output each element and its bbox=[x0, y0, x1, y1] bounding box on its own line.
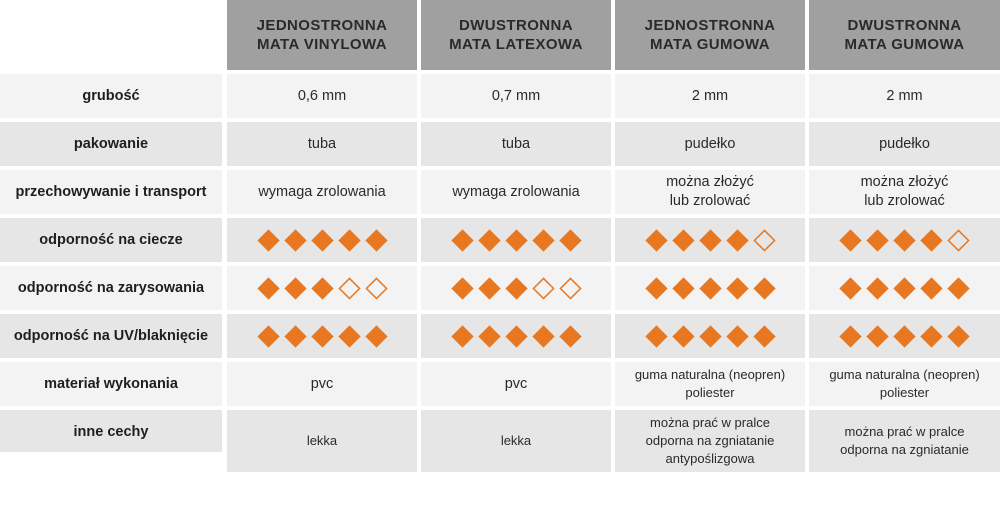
filled-diamond-icon bbox=[559, 229, 582, 252]
filled-diamond-icon bbox=[478, 229, 501, 252]
cell-storage bbox=[615, 170, 805, 214]
cell-text: lekka bbox=[306, 433, 338, 448]
filled-diamond-icon bbox=[505, 229, 528, 252]
filled-diamond-icon bbox=[451, 325, 474, 348]
filled-diamond-icon bbox=[893, 229, 916, 252]
empty-diamond-icon bbox=[947, 229, 970, 252]
filled-diamond-icon bbox=[532, 229, 555, 252]
cell-other bbox=[809, 410, 1000, 472]
filled-diamond-icon bbox=[451, 229, 474, 252]
filled-diamond-icon bbox=[311, 277, 334, 300]
column-header-line: JEDNOSTRONNA bbox=[256, 17, 388, 34]
filled-diamond-icon bbox=[672, 229, 695, 252]
rating-cell bbox=[809, 314, 1000, 358]
diamond-rating bbox=[839, 229, 970, 252]
column-header-line: MATA GUMOWA bbox=[650, 36, 770, 53]
diamond-rating bbox=[645, 325, 776, 348]
cell-text: lub zrolować bbox=[669, 193, 751, 209]
rating-cell bbox=[421, 314, 611, 358]
column-header-line: JEDNOSTRONNA bbox=[644, 17, 776, 34]
rating-cell bbox=[227, 314, 417, 358]
rating-cell bbox=[421, 218, 611, 262]
diamond-rating bbox=[839, 325, 970, 348]
cell-other bbox=[615, 410, 805, 472]
diamond-rating bbox=[257, 229, 388, 252]
diamond-rating bbox=[645, 229, 776, 252]
rating-cell bbox=[615, 266, 805, 310]
row-label-storage: przechowywanie i transport bbox=[0, 170, 222, 214]
filled-diamond-icon bbox=[726, 277, 749, 300]
cell-text: pvc bbox=[504, 375, 528, 392]
filled-diamond-icon bbox=[947, 325, 970, 348]
cell-storage bbox=[421, 170, 611, 214]
filled-diamond-icon bbox=[699, 325, 722, 348]
filled-diamond-icon bbox=[311, 325, 334, 348]
rating-cell bbox=[227, 266, 417, 310]
cell-thickness: 0,7 mm bbox=[421, 74, 611, 118]
cell-thickness: 0,6 mm bbox=[227, 74, 417, 118]
filled-diamond-icon bbox=[866, 229, 889, 252]
cell-text: lub zrolować bbox=[864, 193, 945, 209]
cell-thickness: 2 mm bbox=[809, 74, 1000, 118]
row-label-packaging: pakowanie bbox=[0, 122, 222, 166]
cell-text: poliester bbox=[685, 385, 735, 400]
cell-storage bbox=[227, 170, 417, 214]
cell-text: wymaga zrolowania bbox=[258, 183, 386, 200]
cell-other bbox=[227, 410, 417, 472]
filled-diamond-icon bbox=[645, 325, 668, 348]
filled-diamond-icon bbox=[451, 277, 474, 300]
cell-text: poliester bbox=[879, 385, 930, 400]
empty-diamond-icon bbox=[365, 277, 388, 300]
filled-diamond-icon bbox=[726, 229, 749, 252]
filled-diamond-icon bbox=[257, 325, 280, 348]
filled-diamond-icon bbox=[478, 325, 501, 348]
cell-other bbox=[421, 410, 611, 472]
empty-diamond-icon bbox=[338, 277, 361, 300]
empty-diamond-icon bbox=[559, 277, 582, 300]
column-header-line: DWUSTRONNA bbox=[459, 17, 573, 34]
cell-material bbox=[615, 362, 805, 406]
filled-diamond-icon bbox=[699, 229, 722, 252]
column-header-line: MATA GUMOWA bbox=[844, 36, 965, 53]
cell-material bbox=[421, 362, 611, 406]
filled-diamond-icon bbox=[893, 325, 916, 348]
cell-text: można prać w pralce bbox=[650, 415, 770, 430]
cell-text: można złożyć bbox=[666, 174, 754, 190]
filled-diamond-icon bbox=[478, 277, 501, 300]
diamond-rating bbox=[839, 277, 970, 300]
filled-diamond-icon bbox=[645, 229, 668, 252]
filled-diamond-icon bbox=[505, 277, 528, 300]
filled-diamond-icon bbox=[920, 325, 943, 348]
cell-packaging: pudełko bbox=[809, 122, 1000, 166]
filled-diamond-icon bbox=[311, 229, 334, 252]
column-header-rubber-double bbox=[809, 0, 1000, 70]
diamond-rating bbox=[257, 325, 388, 348]
cell-storage bbox=[809, 170, 1000, 214]
filled-diamond-icon bbox=[726, 325, 749, 348]
diamond-rating bbox=[451, 229, 582, 252]
cell-packaging: tuba bbox=[421, 122, 611, 166]
filled-diamond-icon bbox=[645, 277, 668, 300]
rating-cell bbox=[421, 266, 611, 310]
filled-diamond-icon bbox=[505, 325, 528, 348]
rating-cell bbox=[615, 218, 805, 262]
filled-diamond-icon bbox=[365, 325, 388, 348]
row-label-liquid-resistance: odporność na ciecze bbox=[0, 218, 222, 262]
row-label-scratch-resistance: odporność na zarysowania bbox=[0, 266, 222, 310]
filled-diamond-icon bbox=[920, 229, 943, 252]
filled-diamond-icon bbox=[257, 229, 280, 252]
column-header-rubber-single bbox=[615, 0, 805, 70]
row-label-uv-resistance: odporność na UV/blaknięcie bbox=[0, 314, 222, 358]
rating-cell bbox=[809, 218, 1000, 262]
column-header-line: MATA VINYLOWA bbox=[257, 36, 387, 53]
filled-diamond-icon bbox=[257, 277, 280, 300]
cell-packaging: tuba bbox=[227, 122, 417, 166]
cell-text: guma naturalna (neopren) bbox=[634, 367, 786, 382]
filled-diamond-icon bbox=[839, 277, 862, 300]
cell-text: wymaga zrolowania bbox=[452, 183, 580, 200]
diamond-rating bbox=[451, 277, 582, 300]
filled-diamond-icon bbox=[920, 277, 943, 300]
cell-text: pvc bbox=[310, 375, 334, 392]
filled-diamond-icon bbox=[338, 325, 361, 348]
filled-diamond-icon bbox=[947, 277, 970, 300]
diamond-rating bbox=[257, 277, 388, 300]
filled-diamond-icon bbox=[284, 325, 307, 348]
cell-text: guma naturalna (neopren) bbox=[829, 367, 980, 382]
filled-diamond-icon bbox=[839, 229, 862, 252]
empty-diamond-icon bbox=[532, 277, 555, 300]
row-label-other: inne cechy bbox=[0, 410, 222, 452]
filled-diamond-icon bbox=[672, 325, 695, 348]
filled-diamond-icon bbox=[559, 325, 582, 348]
filled-diamond-icon bbox=[866, 325, 889, 348]
row-label-material: materiał wykonania bbox=[0, 362, 222, 406]
rating-cell bbox=[227, 218, 417, 262]
filled-diamond-icon bbox=[672, 277, 695, 300]
cell-text: lekka bbox=[500, 433, 532, 448]
rating-cell bbox=[809, 266, 1000, 310]
rating-cell bbox=[615, 314, 805, 358]
cell-text: można prać w pralce bbox=[844, 424, 965, 439]
column-header-line: DWUSTRONNA bbox=[847, 17, 962, 34]
cell-text: antypoślizgowa bbox=[665, 451, 755, 466]
filled-diamond-icon bbox=[338, 229, 361, 252]
filled-diamond-icon bbox=[365, 229, 388, 252]
cell-packaging: pudełko bbox=[615, 122, 805, 166]
filled-diamond-icon bbox=[753, 277, 776, 300]
cell-text: można złożyć bbox=[860, 174, 949, 190]
empty-diamond-icon bbox=[753, 229, 776, 252]
filled-diamond-icon bbox=[753, 325, 776, 348]
filled-diamond-icon bbox=[839, 325, 862, 348]
filled-diamond-icon bbox=[699, 277, 722, 300]
diamond-rating bbox=[451, 325, 582, 348]
filled-diamond-icon bbox=[284, 277, 307, 300]
cell-material bbox=[227, 362, 417, 406]
filled-diamond-icon bbox=[866, 277, 889, 300]
column-header-line: MATA LATEXOWA bbox=[449, 36, 583, 53]
cell-text: odporna na zgniatanie bbox=[645, 433, 775, 448]
row-label-thickness: grubość bbox=[0, 74, 222, 118]
cell-thickness: 2 mm bbox=[615, 74, 805, 118]
column-header-vinyl bbox=[227, 0, 417, 70]
filled-diamond-icon bbox=[284, 229, 307, 252]
cell-material bbox=[809, 362, 1000, 406]
column-header-latex bbox=[421, 0, 611, 70]
filled-diamond-icon bbox=[893, 277, 916, 300]
diamond-rating bbox=[645, 277, 776, 300]
cell-text: odporna na zgniatanie bbox=[840, 442, 969, 457]
filled-diamond-icon bbox=[532, 325, 555, 348]
